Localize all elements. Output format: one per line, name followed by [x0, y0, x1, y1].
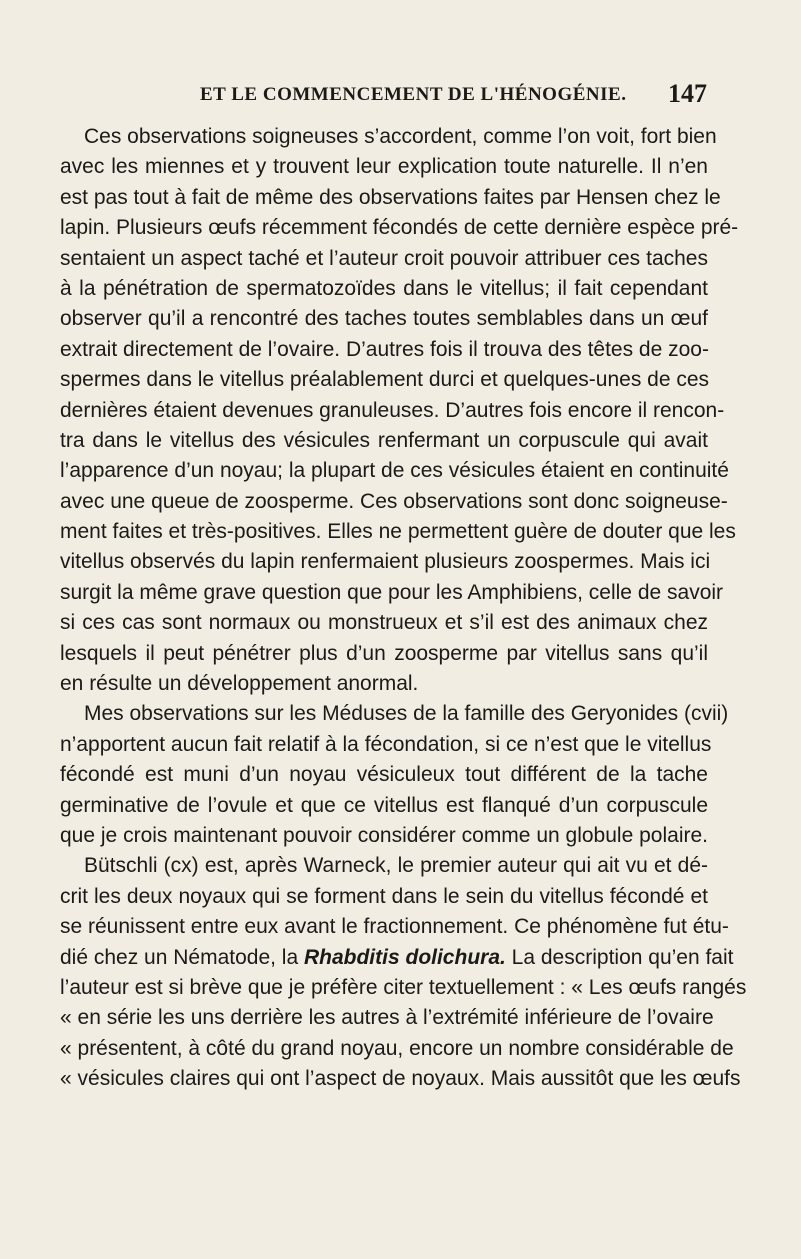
text-line: vitellus observés du lapin renfermaient plusieurs zoospermes. Mais ici	[60, 550, 711, 574]
text-line: se réunissent entre eux avant le fractionnement. Ce phénomène fut étu-	[60, 915, 729, 939]
running-head	[0, 79, 801, 114]
text-line: sentaient un aspect taché et l’auteur croit pouvoir attribuer ces taches	[60, 246, 708, 270]
text-line: extrait directement de l’ovaire. D’autres fois il trouva des têtes de zoo-	[60, 337, 709, 361]
text-fragment: dié chez un Nématode, la	[60, 945, 304, 969]
text-line: lesquels il peut pénétrer plus d’un zoosperme par vitellus sans qu’il	[60, 641, 708, 665]
text-line: si ces cas sont normaux ou monstrueux et s’il est des animaux chez	[60, 611, 708, 635]
text-line: à la pénétration de spermatozoïdes dans le vitellus; il fait cependant	[60, 276, 708, 300]
text-line: est pas tout à fait de même des observations faites par Hensen chez le	[60, 185, 721, 209]
text-line: avec une queue de zoosperme. Ces observations sont donc soigneuse-	[60, 489, 728, 513]
text-line: germinative de l’ovule et que ce vitellus est flanqué d’un corpuscule	[60, 793, 708, 817]
text-line: Ces observations soigneuses s’accordent, comme l’on voit, fort bien	[84, 125, 717, 148]
text-line: tra dans le vitellus des vésicules renfermant un corpuscule qui avait	[60, 428, 708, 452]
text-line: observer qu’il a rencontré des taches toutes semblables dans un œuf	[60, 307, 708, 331]
text-line: « en série les uns derrière les autres à l’extrémité inférieure de l’ovaire	[60, 1006, 714, 1030]
text-line: en résulte un développement anormal.	[60, 672, 419, 696]
text-line: « vésicules claires qui ont l’aspect de noyaux. Mais aussitôt que les œufs	[60, 1067, 741, 1091]
text-fragment: La description qu’en fait	[505, 945, 734, 969]
species-name: Rhabditis dolichura.	[303, 945, 506, 969]
text-line: fécondé est muni d’un noyau vésiculeux tout différent de la tache	[60, 763, 708, 787]
text-line: que je crois maintenant pouvoir considérer comme un globule polaire.	[60, 823, 708, 847]
text-line: surgit la même grave question que pour les Amphibiens, celle de savoir	[60, 580, 724, 604]
text-line: Bütschli (cx) est, après Warneck, le premier auteur qui ait vu et dé-	[84, 854, 708, 878]
text-line: crit les deux noyaux qui se forment dans le sein du vitellus fécondé et	[60, 884, 708, 908]
text-line: spermes dans le vitellus préalablement durci et quelques-unes de ces	[60, 368, 710, 392]
page-number: 147	[668, 79, 707, 108]
text-line: dernières étaient devenues granuleuses. D’autres fois encore il rencon-	[60, 398, 725, 422]
body-text	[60, 122, 747, 1095]
text-line: l’auteur est si brève que je préfère citer textuellement : « Les œufs rangés	[60, 975, 747, 999]
text-line: avec les miennes et y trouvent leur explication toute naturelle. Il n’en	[60, 155, 708, 179]
running-title: ET LE COMMENCEMENT DE L'HÉNOGÉNIE.	[200, 84, 627, 105]
text-line: n’apportent aucun fait relatif à la fécondation, si ce n’est que le vitellus	[60, 732, 712, 756]
text-line: lapin. Plusieurs œufs récemment fécondés de cette dernière espèce pré-	[60, 216, 739, 240]
text-line: Mes observations sur les Méduses de la famille des Geryonides (cvii)	[84, 702, 729, 726]
text-line-species	[60, 943, 734, 973]
text-line: ment faites et très-positives. Elles ne permettent guère de douter que les	[60, 520, 736, 544]
text-line: « présentent, à côté du grand noyau, encore un nombre considérable de	[60, 1036, 734, 1060]
text-line: l’apparence d’un noyau; la plupart de ces vésicules étaient en continuité	[60, 459, 729, 483]
